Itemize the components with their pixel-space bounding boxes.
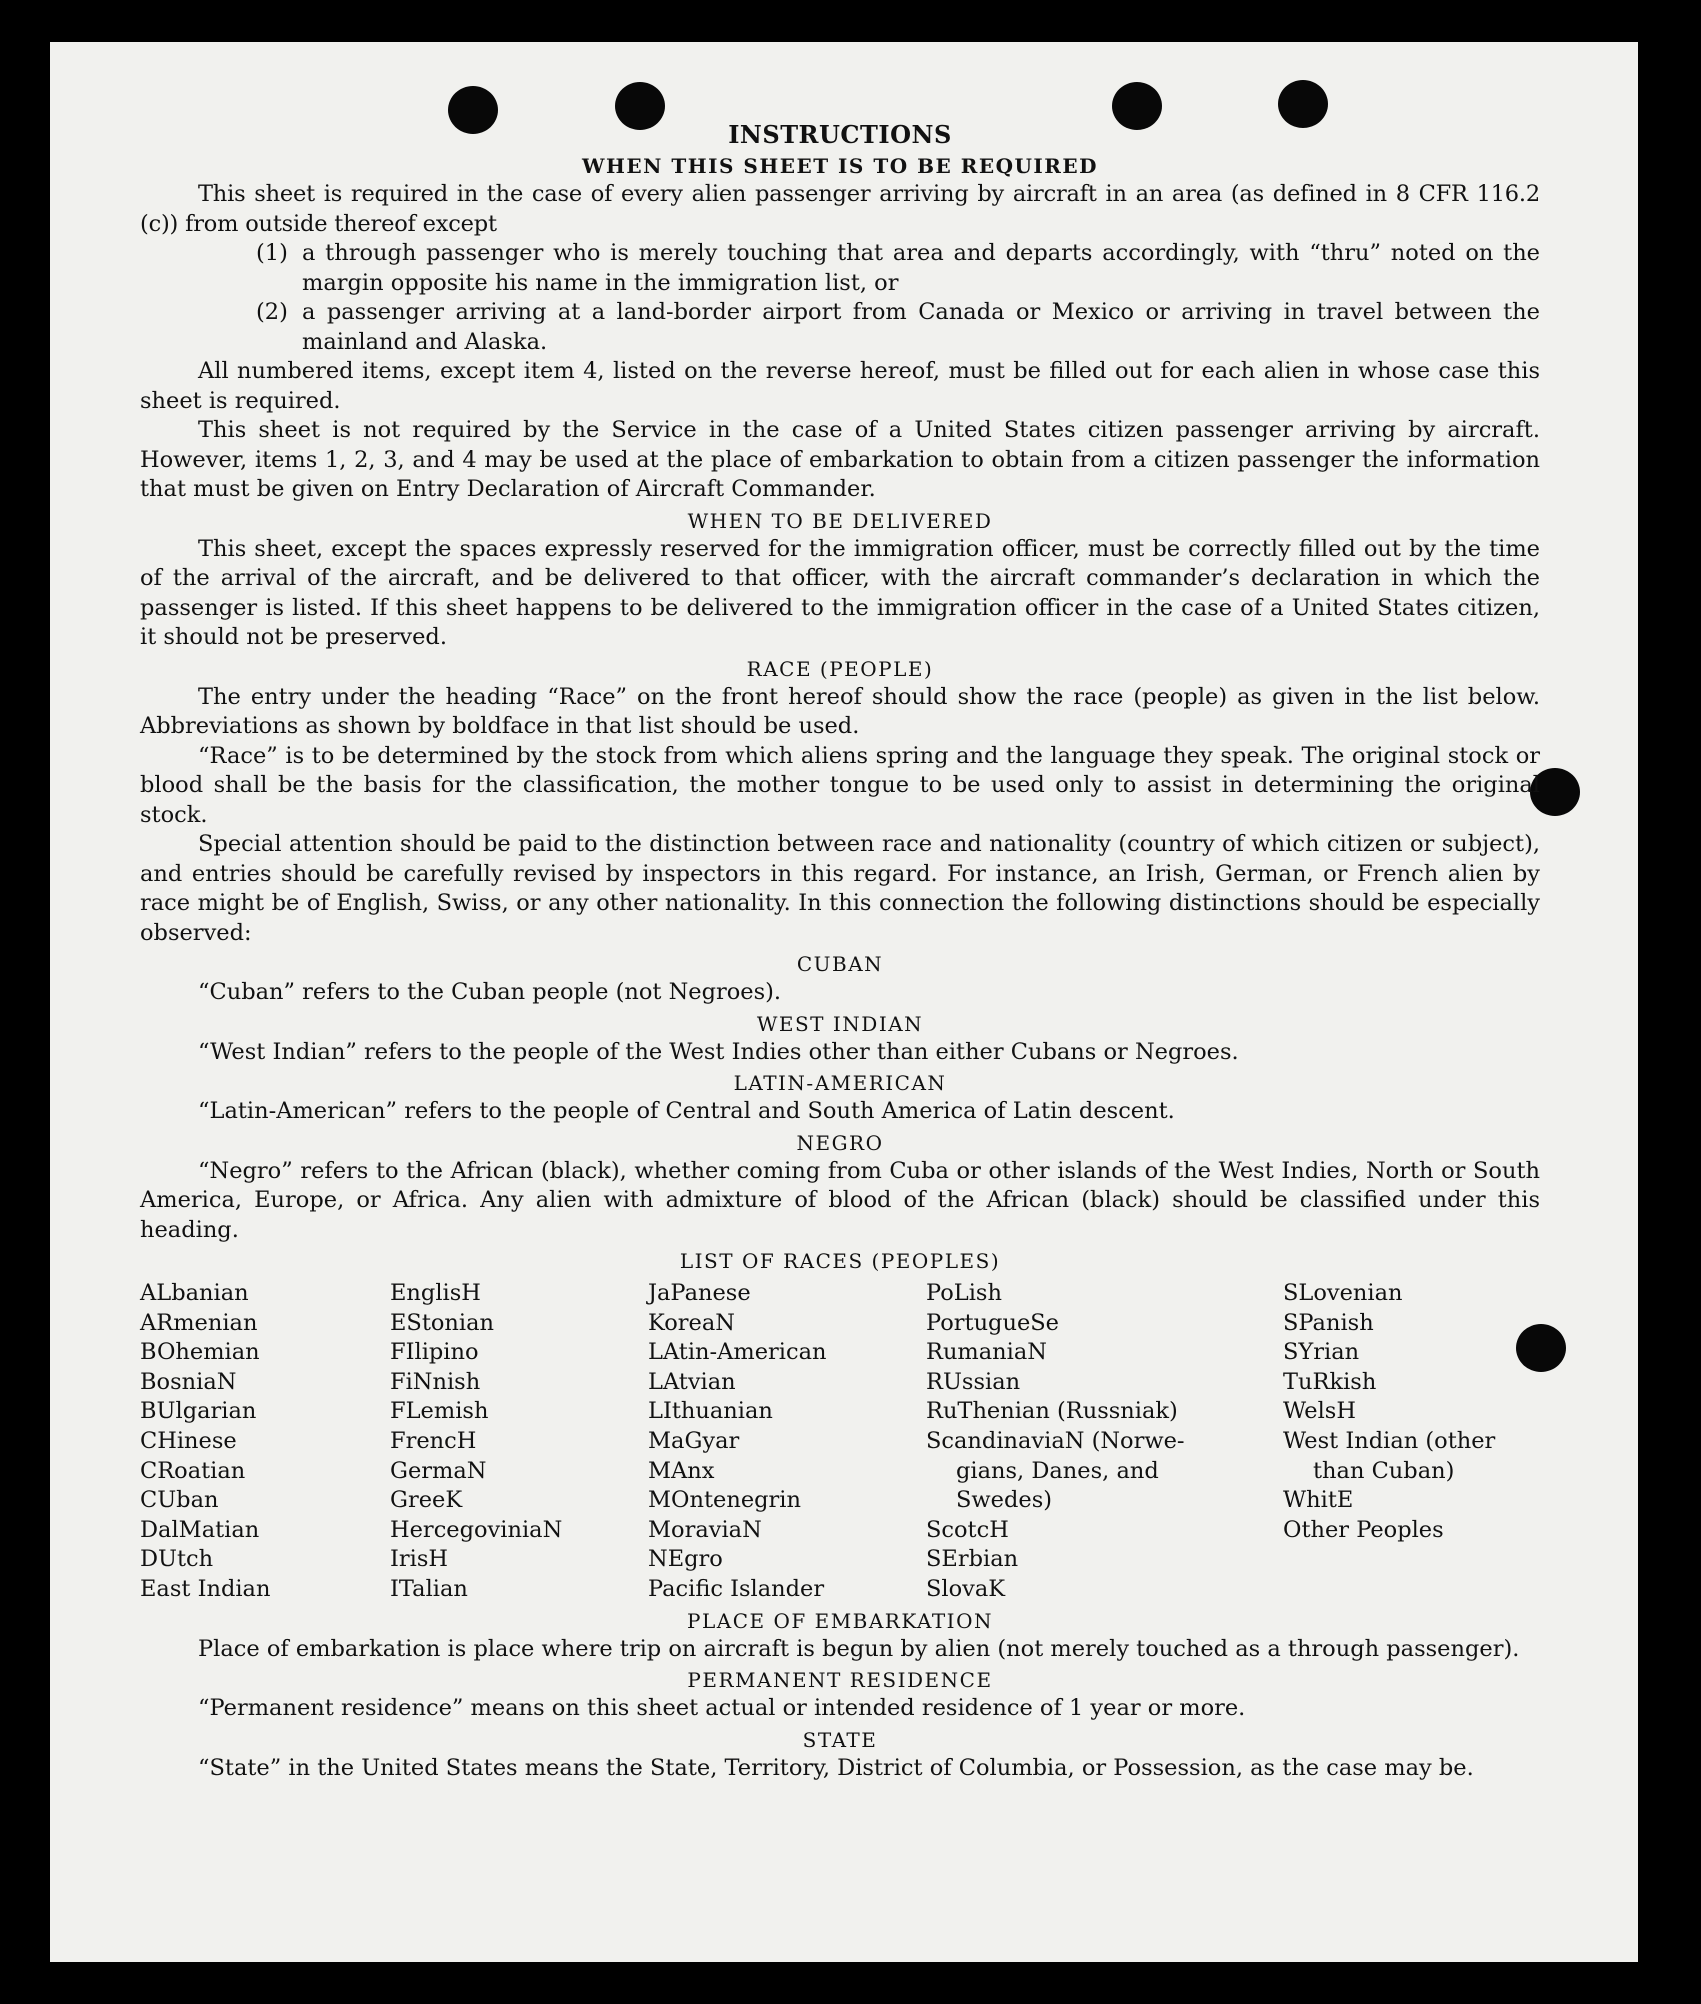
paragraph: “West Indian” refers to the people of the West Indies other than either Cubans or Negroes. [198, 1038, 1239, 1065]
paragraph: “Cuban” refers to the Cuban people (not Negroes). [198, 979, 782, 1005]
race-entry: FLemish [390, 1398, 489, 1425]
race-entry: ITalian [390, 1575, 468, 1602]
race-column [1283, 1279, 1540, 1605]
section-heading: LATIN-AMERICAN [733, 1071, 947, 1095]
race-list [140, 1279, 1540, 1605]
race-column [648, 1279, 926, 1605]
race-entry: RUssian [926, 1368, 1021, 1395]
race-entry: CRoatian [140, 1457, 246, 1484]
race-entry: EnglisH [390, 1280, 481, 1306]
race-entry: WhitE [1283, 1487, 1354, 1514]
race-column [926, 1279, 1283, 1605]
list-item [256, 298, 1540, 357]
item-number: (1) [256, 240, 288, 266]
race-entry: KoreaN [648, 1309, 735, 1336]
race-entry: NEgro [648, 1546, 723, 1573]
paragraph: “Race” is to be determined by the stock from which aliens spring and the language they speak. The original stock or blood shall be the basis for the classification, the mother tongue to be used only to assist in determining the original stock. [140, 742, 1540, 828]
race-entry: ALbanian [140, 1280, 249, 1306]
section-heading: WEST INDIAN [756, 1011, 924, 1036]
section-heading: CUBAN [796, 952, 884, 976]
paragraph: “Permanent residence” means on this sheet actual or intended residence of 1 year or more. [198, 1695, 1246, 1722]
item-text: a passenger arriving at a land-border airport from Canada or Mexico or arriving in travel between the mainland and Alaska. [302, 299, 1540, 355]
paragraph: All numbered items, except item 4, listed on the reverse hereof, must be filled out for each alien in whose case this sheet is required. [140, 358, 1540, 414]
race-entry: Pacific Islander [648, 1575, 825, 1602]
race-entry: BUlgarian [140, 1398, 257, 1425]
race-entry: SPanish [1283, 1309, 1374, 1336]
race-entry: RuThenian (Russniak) [926, 1398, 1178, 1425]
section-heading: NEGRO [796, 1130, 884, 1155]
race-entry: East Indian [140, 1575, 271, 1602]
race-entry: SLovenian [1283, 1280, 1403, 1306]
race-entry: PortugueSe [926, 1309, 1060, 1336]
race-entry: CHinese [140, 1427, 237, 1454]
paragraph: The entry under the heading “Race” on the front hereof should show the race (people) as given in the list below. Abbreviations as shown by boldface in that list should be used. [140, 683, 1540, 739]
race-entry: SErbian [926, 1546, 1019, 1573]
race-entry: IrisH [390, 1546, 449, 1573]
race-entry: ARmenian [140, 1309, 258, 1336]
paragraph: Special attention should be paid to the distinction between race and nationality (country of which citizen or subject), and entries should be carefully revised by inspectors in this regard. For instance, an Irish, German, or French alien by race might be of English, Swiss, or any other nationality. In this connection the following distinctions should be especially observed: [140, 831, 1540, 946]
race-entry: EStonian [390, 1309, 495, 1336]
race-entry: RumaniaN [926, 1339, 1047, 1366]
race-entry: PoLish [926, 1280, 1002, 1306]
paragraph: This sheet is not required by the Service in the case of a United States citizen passenger arriving by aircraft. However, items 1, 2, 3, and 4 may be used at the place of embarkation to obtain from a citizen passenger the information that must be given on Entry Declaration of Aircraft Commander. [140, 417, 1540, 502]
paragraph: This sheet, except the spaces expressly reserved for the immigration officer, must be correctly filled out by the time of the arrival of the aircraft, and be delivered to that officer, with the aircraft commander’s declaration in which the passenger is listed. If this sheet happens to be delivered to the immigration officer in the case of a United States citizen, it should not be preserved. [140, 535, 1540, 650]
race-entry: BOhemian [140, 1339, 260, 1366]
race-entry: MaGyar [648, 1427, 740, 1454]
race-entry: MOntenegrin [648, 1487, 801, 1514]
race-entry: Other Peoples [1283, 1516, 1444, 1543]
race-entry: MoraviaN [648, 1516, 762, 1543]
paragraph: This sheet is required in the case of every alien passenger arriving by aircraft in an area (as defined in 8 CFR 116.2 (c)) from outside thereof except [140, 181, 1540, 237]
paragraph: Place of embarkation is place where trip on aircraft is begun by alien (not merely touched as a through passenger). [198, 1635, 1520, 1662]
race-entry: SlovaK [926, 1575, 1006, 1602]
race-entry: WelsH [1283, 1398, 1356, 1425]
race-entry: BosniaN [140, 1368, 237, 1395]
item-number: (2) [256, 299, 288, 325]
race-entry: SYrian [1283, 1339, 1360, 1366]
race-entry-continued: gians, Danes, and [956, 1457, 1159, 1484]
item-text: a through passenger who is merely touching that area and departs accordingly, with “thru” noted on the margin opposite his name in the immigration list, or [302, 240, 1540, 296]
paragraph: “Latin-American” refers to the people of Central and South America of Latin descent. [198, 1098, 1175, 1124]
race-entry: DUtch [140, 1546, 214, 1573]
paragraph: “Negro” refers to the African (black), whether coming from Cuba or other islands of the West Indies, North or South America, Europe, or Africa. Any alien with admixture of blood of the African (black) should be classified under this heading. [140, 1157, 1540, 1243]
race-entry: HercegoviniaN [390, 1516, 563, 1543]
document-page [50, 42, 1638, 1962]
section-heading: WHEN THIS SHEET IS TO BE REQUIRED [582, 154, 1098, 178]
race-entry: ScotcH [926, 1516, 1009, 1543]
race-entry: MAnx [648, 1457, 715, 1484]
race-column [390, 1279, 648, 1605]
list-item [256, 239, 1540, 298]
race-entry: DalMatian [140, 1516, 260, 1543]
race-entry-continued: Swedes) [956, 1487, 1053, 1514]
page-title: INSTRUCTIONS [728, 120, 952, 149]
race-entry-continued: than Cuban) [1313, 1457, 1455, 1484]
race-entry: LIthuanian [648, 1398, 773, 1425]
section-heading: WHEN TO BE DELIVERED [687, 508, 993, 533]
section-heading: STATE [802, 1727, 878, 1752]
race-entry: FIlipino [390, 1339, 479, 1366]
section-heading: LIST OF RACES (PEOPLES) [679, 1249, 1001, 1273]
section-heading: RACE (PEOPLE) [746, 656, 934, 681]
section-heading: PLACE OF EMBARKATION [687, 1608, 993, 1633]
race-entry: CUban [140, 1487, 219, 1514]
race-entry: TuRkish [1283, 1368, 1377, 1395]
race-entry: ScandinaviaN (Norwe- [926, 1427, 1185, 1454]
race-column [140, 1279, 390, 1605]
race-entry: FiNnish [390, 1368, 481, 1395]
race-entry: GreeK [390, 1487, 463, 1514]
section-heading: PERMANENT RESIDENCE [687, 1668, 993, 1693]
race-entry: West Indian (other [1283, 1427, 1496, 1454]
race-entry: LAtin-American [648, 1339, 827, 1366]
race-entry: GermaN [390, 1457, 487, 1484]
instructions-content [140, 120, 1540, 1783]
race-entry: JaPanese [648, 1280, 751, 1306]
paragraph: “State” in the United States means the State, Territory, District of Columbia, or Possession, as the case may be. [198, 1754, 1474, 1781]
race-entry: FrencH [390, 1427, 477, 1454]
race-entry: LAtvian [648, 1368, 736, 1395]
